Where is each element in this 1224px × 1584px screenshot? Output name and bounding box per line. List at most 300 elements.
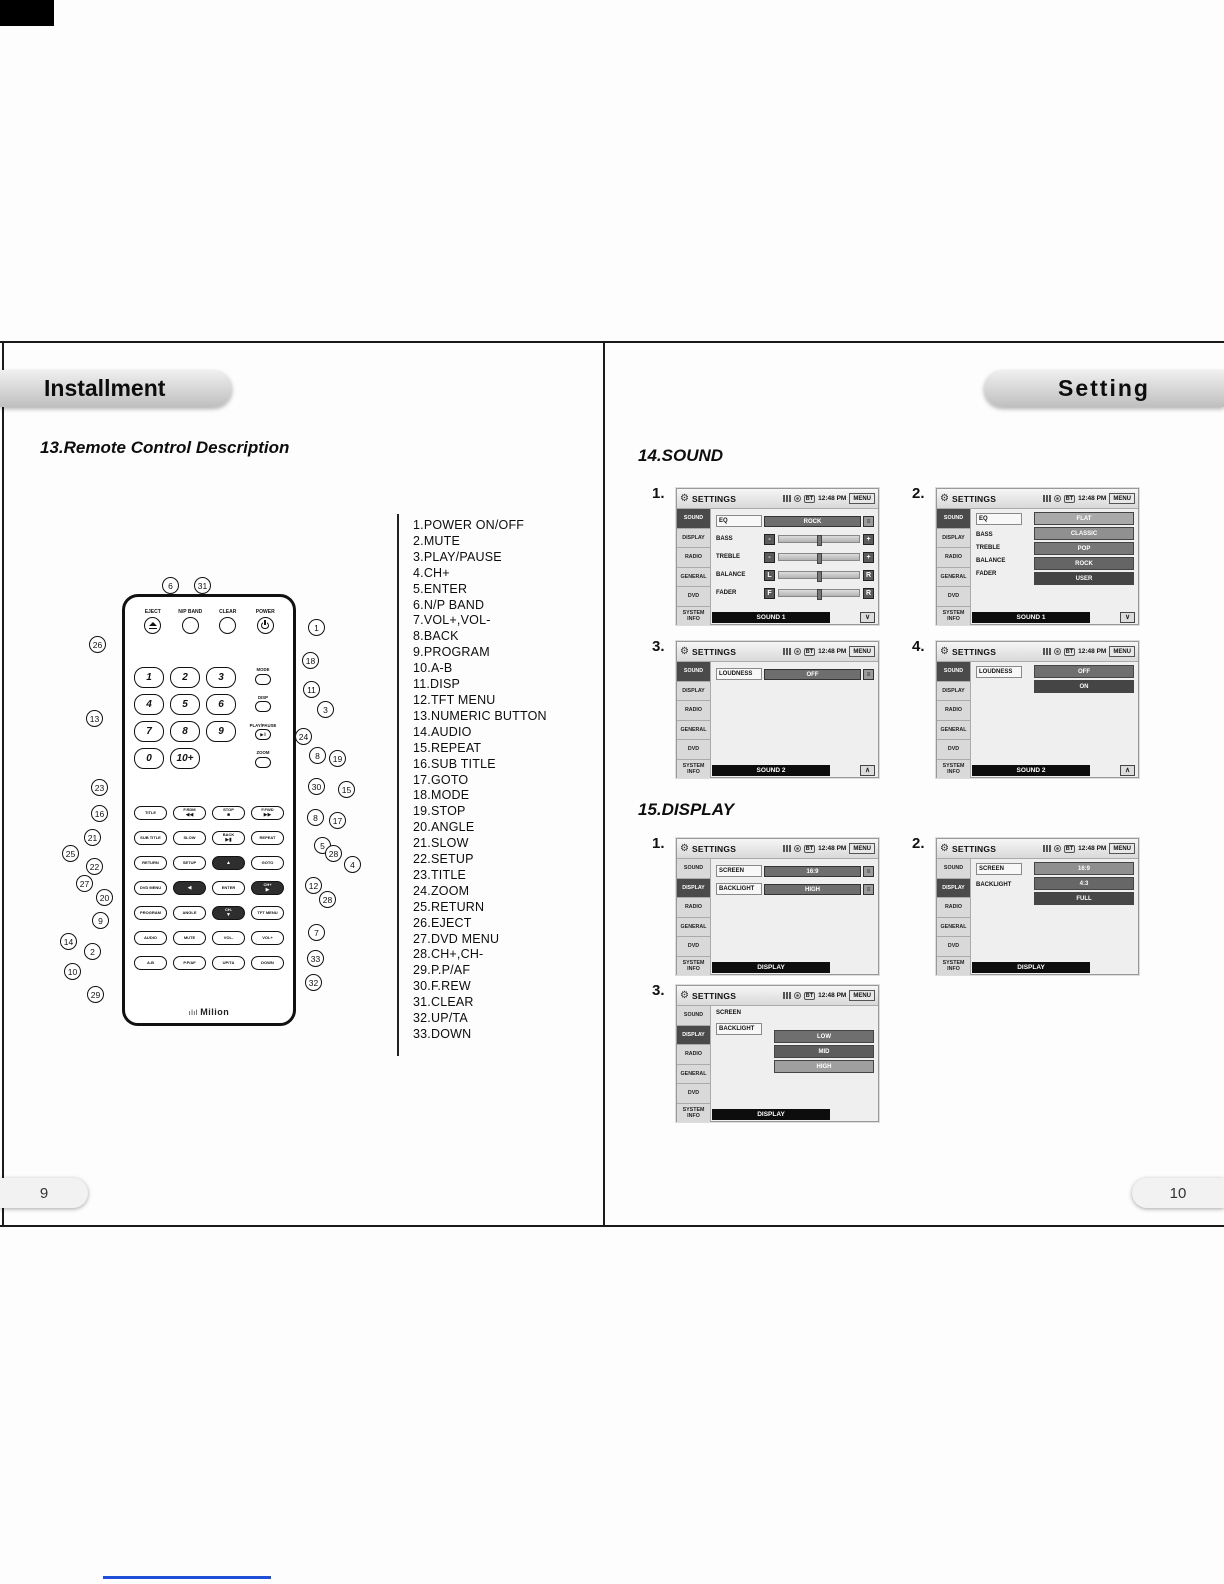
chevron-up-icon[interactable]: ∧: [860, 765, 875, 776]
fader-front-button[interactable]: F: [764, 588, 775, 599]
numeric-keypad: [134, 667, 236, 769]
function-list-item: 13.NUMERIC BUTTON: [413, 708, 547, 723]
sidebar-item[interactable]: RADIO: [677, 1045, 710, 1065]
function-list-item: 8.BACK: [413, 629, 459, 644]
function-list-item: 27.DVD MENU: [413, 931, 500, 946]
function-list-item: 22.SETUP: [413, 852, 474, 867]
sidebar-item[interactable]: GENERAL: [677, 721, 710, 741]
status-time: 12:48 PM: [1078, 648, 1107, 655]
remote-side-button[interactable]: [255, 701, 271, 712]
eject-label: EJECT: [144, 608, 161, 615]
callout-number: 25: [62, 845, 79, 862]
sidebar-item[interactable]: DISPLAY: [677, 1026, 710, 1046]
sidebar-item[interactable]: GENERAL: [677, 568, 710, 588]
settings-title: SETTINGS: [951, 493, 997, 504]
gear-icon: ⚙: [940, 842, 949, 854]
screen-label: SCREEN: [976, 863, 1022, 875]
remote-button[interactable]: GOTO: [251, 856, 284, 870]
side-button-label: DISP: [257, 694, 269, 700]
remote-button[interactable]: SLOW: [173, 831, 206, 845]
menu-button[interactable]: MENU: [849, 646, 875, 657]
eq-value[interactable]: ROCK: [764, 516, 861, 527]
tab-sound-1: SOUND 1: [972, 612, 1090, 623]
function-list-item: 18.MODE: [413, 788, 470, 803]
function-list-item: 9.PROGRAM: [413, 645, 490, 660]
callout-number: 8: [309, 747, 326, 764]
sidebar-item[interactable]: SOUND: [937, 509, 970, 529]
backlight-label: BACKLIGHT: [976, 882, 1012, 888]
eject-button[interactable]: [144, 617, 161, 634]
callout-number: 6: [162, 577, 179, 594]
callout-number: 4: [344, 856, 361, 873]
disc-icon: [794, 845, 801, 852]
function-list-item: 17.GOTO: [413, 772, 469, 787]
sidebar-item[interactable]: GENERAL: [937, 568, 970, 588]
digit-button[interactable]: 4: [134, 694, 164, 715]
status-time: 12:48 PM: [818, 495, 847, 502]
callout-number: 2: [84, 943, 101, 960]
treble-slider[interactable]: [778, 553, 860, 561]
remote-button[interactable]: DVD MENU: [134, 881, 167, 895]
loudness-value[interactable]: OFF: [764, 669, 861, 680]
side-button-label: ZOOM: [256, 750, 270, 756]
sidebar-item[interactable]: DVD: [677, 1084, 710, 1104]
sidebar-item[interactable]: DISPLAY: [937, 879, 970, 899]
remote-button-grid: [134, 806, 284, 970]
gear-icon: ⚙: [940, 645, 949, 657]
band-button[interactable]: [182, 617, 199, 634]
remote-button[interactable]: RETURN: [134, 856, 167, 870]
settings-sidebar: [937, 509, 971, 625]
screen-header: [937, 839, 1138, 859]
dropdown-icon[interactable]: ≡: [863, 516, 874, 527]
settings-sidebar: [937, 662, 971, 778]
remote-button[interactable]: SUB TITLE: [134, 831, 167, 845]
sidebar-item[interactable]: SYSTEM INFO: [937, 760, 970, 779]
digit-button[interactable]: 5: [170, 694, 200, 715]
bluetooth-badge: BT: [805, 845, 814, 852]
status-time: 12:48 PM: [1078, 495, 1107, 502]
remote-control: [122, 594, 296, 1026]
sidebar-item[interactable]: DVD: [677, 740, 710, 760]
menu-button[interactable]: MENU: [849, 493, 875, 504]
callout-number: 17: [329, 812, 346, 829]
bass-slider[interactable]: [778, 535, 860, 543]
brand-logo: ılıl Milion: [134, 1007, 284, 1017]
sidebar-item[interactable]: DVD: [677, 587, 710, 607]
screen-number: 3.: [652, 638, 665, 655]
backlight-option[interactable]: MID: [774, 1045, 874, 1058]
screen-header: [937, 642, 1138, 662]
treble-label: TREBLE: [976, 545, 1000, 551]
section-tab-installment: Installment: [0, 370, 232, 407]
backlight-value[interactable]: HIGH: [764, 884, 861, 895]
callout-number: 30: [308, 778, 325, 795]
callout-number: 12: [305, 877, 322, 894]
function-list-item: 32.UP/TA: [413, 1011, 468, 1026]
dropdown-icon[interactable]: ≡: [863, 866, 874, 877]
callout-number: 33: [307, 950, 324, 967]
function-list-item: 33.DOWN: [413, 1027, 472, 1041]
disc-icon: [1054, 495, 1061, 502]
function-list-item: 21.SLOW: [413, 836, 469, 851]
tab-sound-2: SOUND 2: [712, 765, 830, 776]
balance-label: BALANCE: [976, 558, 1006, 564]
function-list-item: 6.N/P BAND: [413, 597, 485, 612]
screen-number: 2.: [912, 835, 925, 852]
status-time: 12:48 PM: [818, 648, 847, 655]
callout-number: 29: [87, 986, 104, 1003]
digit-button[interactable]: 3: [206, 667, 236, 688]
screen-options: [1034, 862, 1134, 905]
settings-title: SETTINGS: [951, 646, 997, 657]
side-button-label: PLAY/PAUSE: [249, 722, 277, 728]
callout-number: 31: [194, 577, 211, 594]
power-label: POWER: [255, 608, 275, 615]
screen-option[interactable]: 4:3: [1034, 877, 1134, 890]
bluetooth-badge: BT: [805, 648, 814, 655]
tab-sound-1: SOUND 1: [712, 612, 830, 623]
gear-icon: ⚙: [680, 492, 689, 504]
function-list-item: 11.DISP: [413, 677, 461, 692]
screen-header: [677, 642, 878, 662]
sidebar-item[interactable]: DVD: [677, 937, 710, 957]
settings-sidebar: [677, 509, 711, 625]
digit-button[interactable]: 1: [134, 667, 164, 688]
bass-label: BASS: [716, 536, 733, 542]
remote-top-row: [134, 605, 284, 634]
remote-button[interactable]: BACK ▶▮: [212, 831, 245, 845]
chevron-down-icon[interactable]: ∨: [1120, 612, 1135, 623]
status-time: 12:48 PM: [818, 845, 847, 852]
tab-display: DISPLAY: [712, 962, 830, 973]
settings-title: SETTINGS: [691, 990, 737, 1001]
loudness-label: LOUDNESS: [976, 666, 1022, 678]
page-number-right: 10: [1132, 1178, 1224, 1208]
eq-option[interactable]: FLAT: [1034, 512, 1134, 525]
sidebar-item[interactable]: GENERAL: [677, 918, 710, 938]
eq-option[interactable]: POP: [1034, 542, 1134, 555]
signal-icon: [783, 648, 791, 655]
remote-button[interactable]: VOL+: [251, 931, 284, 945]
sidebar-item[interactable]: GENERAL: [937, 918, 970, 938]
sidebar-item[interactable]: RADIO: [677, 548, 710, 568]
callout-number: 24: [295, 728, 312, 745]
sound-screen-4: [936, 641, 1139, 778]
sidebar-item[interactable]: SYSTEM INFO: [677, 957, 710, 976]
chevron-up-icon[interactable]: ∧: [1120, 765, 1135, 776]
function-list-item: 5.ENTER: [413, 581, 468, 596]
section-tab-setting: Setting: [984, 370, 1224, 407]
remote-button[interactable]: F.FWD ▶▶: [251, 806, 284, 820]
screen-label: SCREEN: [716, 1010, 742, 1016]
screen-header: [937, 489, 1138, 509]
sidebar-item[interactable]: SOUND: [937, 662, 970, 682]
side-button-label: MODE: [256, 667, 270, 672]
bluetooth-badge: BT: [1065, 845, 1074, 852]
digit-button[interactable]: 2: [170, 667, 200, 688]
menu-button[interactable]: MENU: [849, 843, 875, 854]
digit-button[interactable]: 6: [206, 694, 236, 715]
settings-title: SETTINGS: [691, 646, 737, 657]
eject-icon: [148, 622, 157, 630]
digit-button[interactable]: 8: [170, 721, 200, 742]
remote-button[interactable]: CH- ▼: [212, 906, 245, 920]
function-list-item: 24.ZOOM: [413, 883, 470, 898]
remote-side-column: [242, 667, 284, 769]
sidebar-item[interactable]: SOUND: [677, 859, 710, 879]
sidebar-item[interactable]: RADIO: [937, 548, 970, 568]
plus-button[interactable]: +: [863, 552, 874, 563]
function-list-item: 4.CH+: [413, 565, 450, 580]
function-list-item: 20.ANGLE: [413, 820, 475, 835]
callout-number: 15: [338, 781, 355, 798]
clear-label: CLEAR: [219, 608, 237, 615]
callout-number: 14: [60, 933, 77, 950]
gear-icon: ⚙: [680, 645, 689, 657]
remote-button[interactable]: AUDIO: [134, 931, 167, 945]
function-list-item: 16.SUB TITLE: [413, 756, 496, 771]
backlight-label: BACKLIGHT: [716, 883, 762, 895]
sidebar-item[interactable]: RADIO: [937, 898, 970, 918]
sidebar-item[interactable]: SYSTEM INFO: [937, 607, 970, 626]
plus-button[interactable]: +: [863, 534, 874, 545]
callout-number: 10: [64, 963, 81, 980]
backlight-option[interactable]: HIGH: [774, 1060, 874, 1073]
callout-number: 7: [308, 924, 325, 941]
callout-number: 23: [91, 779, 108, 796]
eq-label: EQ: [716, 515, 762, 527]
function-list-item: 29.P.P/AF: [413, 963, 471, 978]
sound-screen-2: [936, 488, 1139, 625]
dropdown-icon[interactable]: ≡: [863, 669, 874, 680]
tab-display: DISPLAY: [712, 1109, 830, 1120]
sidebar-item[interactable]: DISPLAY: [677, 682, 710, 702]
screen-number: 4.: [912, 638, 925, 655]
remote-button[interactable]: CH+ ▶: [251, 881, 284, 895]
eq-label: EQ: [976, 513, 1022, 525]
sidebar-item[interactable]: SYSTEM INFO: [677, 1104, 710, 1123]
remote-button[interactable]: SETUP: [173, 856, 206, 870]
dropdown-icon[interactable]: ≡: [863, 884, 874, 895]
sidebar-item[interactable]: SYSTEM INFO: [937, 957, 970, 976]
sidebar-item[interactable]: GENERAL: [937, 721, 970, 741]
remote-button[interactable]: A-B: [134, 956, 167, 970]
screen-value[interactable]: 16:9: [764, 866, 861, 877]
callout-number: 9: [92, 912, 109, 929]
sidebar-item[interactable]: DVD: [937, 740, 970, 760]
remote-button[interactable]: STOP ■: [212, 806, 245, 820]
sidebar-item[interactable]: SYSTEM INFO: [677, 607, 710, 626]
clear-button[interactable]: [219, 617, 236, 634]
callout-number: 1: [308, 619, 325, 636]
function-list-item: 25.RETURN: [413, 899, 485, 914]
function-list-item: 7.VOL+,VOL-: [413, 613, 491, 628]
screen-option[interactable]: 16:9: [1034, 862, 1134, 875]
sidebar-item[interactable]: RADIO: [677, 898, 710, 918]
status-time: 12:48 PM: [818, 992, 847, 999]
remote-button[interactable]: MUTE: [173, 931, 206, 945]
treble-label: TREBLE: [716, 554, 740, 560]
signal-icon: [783, 495, 791, 502]
sidebar-item[interactable]: RADIO: [677, 701, 710, 721]
remote-button[interactable]: ANGLE: [173, 906, 206, 920]
screen-label: SCREEN: [716, 865, 762, 877]
signal-icon: [1043, 495, 1051, 502]
remote-button[interactable]: F.RDM ◀◀: [173, 806, 206, 820]
settings-title: SETTINGS: [691, 843, 737, 854]
screen-header: [677, 986, 878, 1006]
disc-icon: [794, 992, 801, 999]
disc-icon: [794, 495, 801, 502]
loudness-option[interactable]: ON: [1034, 680, 1134, 693]
callout-number: 3: [317, 701, 334, 718]
settings-title: SETTINGS: [951, 843, 997, 854]
function-list-item: 1.POWER ON/OFF: [413, 518, 525, 532]
menu-button[interactable]: MENU: [1109, 843, 1135, 854]
backlight-option[interactable]: LOW: [774, 1030, 874, 1043]
callout-number: 22: [86, 858, 103, 875]
settings-sidebar: [937, 859, 971, 975]
display-screen-3: [676, 985, 879, 1122]
sidebar-item[interactable]: RADIO: [937, 701, 970, 721]
disc-icon: [794, 648, 801, 655]
callout-number: 8: [307, 809, 324, 826]
callout-number: 16: [91, 805, 108, 822]
function-list-item: 26.EJECT: [413, 915, 472, 930]
chevron-down-icon[interactable]: ∨: [860, 612, 875, 623]
sidebar-item[interactable]: DISPLAY: [677, 529, 710, 549]
balance-label: BALANCE: [716, 572, 746, 578]
loudness-option[interactable]: OFF: [1034, 665, 1134, 678]
fader-slider[interactable]: [778, 589, 860, 597]
loudness-options: [1034, 665, 1134, 693]
sidebar-item[interactable]: SOUND: [677, 1006, 710, 1026]
remote-button[interactable]: DOWN: [251, 956, 284, 970]
digit-button[interactable]: 7: [134, 721, 164, 742]
sidebar-item[interactable]: DISPLAY: [677, 879, 710, 899]
remote-button[interactable]: P.P/AF: [173, 956, 206, 970]
function-list-item: 23.TITLE: [413, 867, 467, 882]
digit-button[interactable]: 9: [206, 721, 236, 742]
page-number-left: 9: [0, 1178, 88, 1208]
minus-button[interactable]: -: [764, 552, 775, 563]
remote-side-button[interactable]: [255, 674, 271, 685]
remote-button[interactable]: ▲: [212, 856, 245, 870]
sidebar-item[interactable]: SOUND: [937, 859, 970, 879]
page-installment: [0, 342, 603, 1226]
signal-icon: [1043, 845, 1051, 852]
function-list-item: 10.A-B: [413, 661, 453, 676]
settings-sidebar: [677, 859, 711, 975]
remote-side-button[interactable]: [255, 757, 271, 768]
remote-button[interactable]: VOL-: [212, 931, 245, 945]
fader-rear-button[interactable]: R: [863, 588, 874, 599]
sidebar-item[interactable]: DISPLAY: [937, 529, 970, 549]
digit-button[interactable]: 10+: [170, 748, 200, 769]
callout-number: 26: [89, 636, 106, 653]
settings-title: SETTINGS: [691, 493, 737, 504]
menu-button[interactable]: MENU: [1109, 493, 1135, 504]
sidebar-item[interactable]: SYSTEM INFO: [677, 760, 710, 779]
eq-options: [1034, 512, 1134, 585]
eq-option[interactable]: USER: [1034, 572, 1134, 585]
balance-left-button[interactable]: L: [764, 570, 775, 581]
screen-header: [677, 489, 878, 509]
menu-button[interactable]: MENU: [849, 990, 875, 1001]
remote-side-button[interactable]: ▶‖: [255, 729, 271, 740]
function-list-item: 2.MUTE: [413, 533, 461, 548]
remote-button[interactable]: PROGRAM: [134, 906, 167, 920]
sound-screen-1: [676, 488, 879, 625]
minus-button[interactable]: -: [764, 534, 775, 545]
sidebar-item[interactable]: SOUND: [677, 662, 710, 682]
gear-icon: ⚙: [680, 842, 689, 854]
function-list-item: 3.PLAY/PAUSE: [413, 549, 502, 564]
function-list-item: 12.TFT MENU: [413, 692, 496, 707]
heading-display: 15.DISPLAY: [638, 800, 735, 819]
balance-right-button[interactable]: R: [863, 570, 874, 581]
callout-number: 13: [86, 710, 103, 727]
signal-icon: [783, 992, 791, 999]
callout-number: 5: [314, 837, 331, 854]
menu-button[interactable]: MENU: [1109, 646, 1135, 657]
disc-icon: [1054, 845, 1061, 852]
heading-remote-description: 13.Remote Control Description: [40, 438, 290, 457]
remote-button[interactable]: TFT MENU: [251, 906, 284, 920]
settings-sidebar: [677, 1006, 711, 1122]
balance-slider[interactable]: [778, 571, 860, 579]
digit-button[interactable]: 0: [134, 748, 164, 769]
function-list: [413, 518, 547, 1043]
function-list-item: 19.STOP: [413, 804, 466, 819]
band-label: N/P BAND: [178, 608, 203, 615]
settings-sidebar: [677, 662, 711, 778]
screen-option[interactable]: FULL: [1034, 892, 1134, 905]
sidebar-item[interactable]: DISPLAY: [937, 682, 970, 702]
gear-icon: ⚙: [680, 989, 689, 1001]
sidebar-item[interactable]: DVD: [937, 937, 970, 957]
eq-option[interactable]: ROCK: [1034, 557, 1134, 570]
bluetooth-badge: BT: [1065, 648, 1074, 655]
gear-icon: ⚙: [940, 492, 949, 504]
function-list-item: 30.F.REW: [413, 979, 471, 994]
backlight-options: [774, 1030, 874, 1073]
sidebar-item[interactable]: DVD: [937, 587, 970, 607]
callout-number: 21: [84, 829, 101, 846]
remote-button[interactable]: UP/TA: [212, 956, 245, 970]
display-screen-1: [676, 838, 879, 975]
remote-button[interactable]: ENTER: [212, 881, 245, 895]
sidebar-item[interactable]: SOUND: [677, 509, 710, 529]
tab-display: DISPLAY: [972, 962, 1090, 973]
eq-option[interactable]: CLASSIC: [1034, 527, 1134, 540]
backlight-label: BACKLIGHT: [716, 1023, 762, 1035]
signal-icon: [1043, 648, 1051, 655]
remote-button[interactable]: ◀: [173, 881, 206, 895]
power-button[interactable]: [257, 617, 274, 634]
page-corner-mark: [0, 0, 54, 26]
screen-number: 1.: [652, 485, 665, 502]
remote-button[interactable]: REPEAT: [251, 831, 284, 845]
heading-sound: 14.SOUND: [638, 446, 724, 465]
bluetooth-badge: BT: [805, 992, 814, 999]
callout-number: 20: [96, 889, 113, 906]
power-icon: [260, 621, 270, 631]
screen-header: [677, 839, 878, 859]
sidebar-item[interactable]: GENERAL: [677, 1065, 710, 1085]
remote-button[interactable]: TITLE: [134, 806, 167, 820]
